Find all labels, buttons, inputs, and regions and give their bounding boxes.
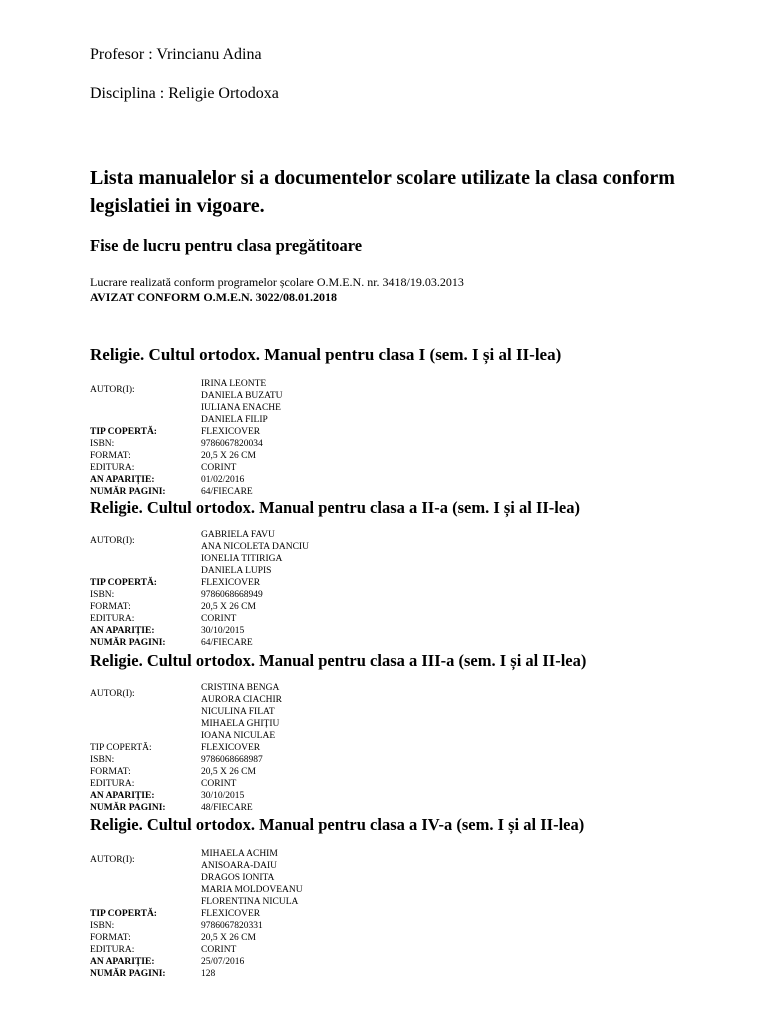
pages-label: NUMĂR PAGINI: (90, 803, 166, 813)
manual-title: Religie. Cultul ortodox. Manual pentru clasa a II-a (sem. I și al II-lea) (90, 498, 580, 517)
cover-value: FLEXICOVER (201, 743, 261, 753)
pages-label: NUMĂR PAGINI: (90, 969, 166, 979)
manual-entry (90, 344, 750, 498)
cover-row (90, 577, 750, 589)
pages-value: 48/FIECARE (201, 803, 253, 813)
discipline-line: Disciplina : Religie Ortodoxa (90, 85, 279, 102)
isbn-label: ISBN: (90, 921, 115, 931)
year-value: 25/07/2016 (201, 957, 245, 967)
manual-entry (90, 814, 750, 980)
manual-entry (90, 497, 750, 649)
section-subtitle: Fise de lucru pentru clasa pregătitoare (90, 236, 363, 255)
year-label: AN APARIȚIE: (90, 957, 155, 967)
authors-label: AUTOR(I): (90, 689, 135, 699)
cover-row (90, 742, 750, 754)
pages-value: 64/FIECARE (201, 638, 253, 648)
format-value: 20,5 X 26 CM (201, 602, 256, 612)
publisher-label: EDITURA: (90, 463, 135, 473)
isbn-row (90, 589, 750, 601)
cover-row (90, 426, 750, 438)
pages-value: 64/FIECARE (201, 487, 253, 497)
format-row (90, 766, 750, 778)
year-label: AN APARIȚIE: (90, 791, 155, 801)
isbn-label: ISBN: (90, 755, 115, 765)
publisher-value: CORINT (201, 945, 237, 955)
author-name: IONELIA TITIRIGA (201, 554, 283, 564)
isbn-value: 9786067820034 (201, 439, 263, 449)
format-value: 20,5 X 26 CM (201, 767, 256, 777)
author-name: DRAGOS IONITA (201, 873, 275, 883)
format-label: FORMAT: (90, 933, 131, 943)
author-name: DANIELA BUZATU (201, 391, 283, 401)
program-note: Lucrare realizată conform programelor școlare O.M.E.N. nr. 3418/19.03.2013 (90, 275, 464, 289)
format-value: 20,5 X 26 CM (201, 451, 256, 461)
author-name: MARIA MOLDOVEANU (201, 885, 303, 895)
pages-label: NUMĂR PAGINI: (90, 487, 166, 497)
cover-label: TIP COPERTĂ: (90, 427, 157, 437)
format-label: FORMAT: (90, 451, 131, 461)
cover-label: TIP COPERTĂ: (90, 743, 152, 753)
year-label: AN APARIȚIE: (90, 626, 155, 636)
isbn-value: 9786068668949 (201, 590, 263, 600)
authors-list (201, 682, 750, 742)
approval-note: AVIZAT CONFORM O.M.E.N. 3022/08.01.2018 (90, 290, 338, 304)
cover-row (90, 908, 750, 920)
author-name: AURORA CIACHIR (201, 695, 283, 705)
author-name: DANIELA FILIP (201, 415, 268, 425)
authors-list (201, 529, 750, 577)
isbn-label: ISBN: (90, 439, 115, 449)
format-label: FORMAT: (90, 767, 131, 777)
cover-value: FLEXICOVER (201, 427, 261, 437)
publisher-row (90, 462, 750, 474)
publisher-row (90, 944, 750, 956)
authors-list (201, 848, 750, 908)
authors-label: AUTOR(I): (90, 385, 135, 395)
author-name: ANA NICOLETA DANCIU (201, 542, 309, 552)
year-row (90, 625, 750, 637)
authors-block (90, 682, 750, 742)
manual-title: Religie. Cultul ortodox. Manual pentru clasa a III-a (sem. I și al II-lea) (90, 651, 587, 670)
author-name: MIHAELA ACHIM (201, 849, 278, 859)
pages-row (90, 802, 750, 814)
author-name: ANISOARA-DAIU (201, 861, 277, 871)
year-value: 30/10/2015 (201, 626, 245, 636)
year-value: 30/10/2015 (201, 791, 245, 801)
publisher-row (90, 613, 750, 625)
format-row (90, 450, 750, 462)
format-row (90, 932, 750, 944)
format-label: FORMAT: (90, 602, 131, 612)
manual-title: Religie. Cultul ortodox. Manual pentru clasa I (sem. I și al II-lea) (90, 345, 562, 364)
isbn-value: 9786067820331 (201, 921, 263, 931)
authors-block (90, 848, 750, 908)
authors-block (90, 378, 750, 426)
author-name: IOANA NICULAE (201, 731, 276, 741)
cover-value: FLEXICOVER (201, 909, 261, 919)
cover-value: FLEXICOVER (201, 578, 261, 588)
year-label: AN APARIȚIE: (90, 475, 155, 485)
author-name: FLORENTINA NICULA (201, 897, 299, 907)
publisher-value: CORINT (201, 614, 237, 624)
format-value: 20,5 X 26 CM (201, 933, 256, 943)
isbn-label: ISBN: (90, 590, 115, 600)
year-row (90, 474, 750, 486)
publisher-label: EDITURA: (90, 945, 135, 955)
author-name: DANIELA LUPIS (201, 566, 272, 576)
pages-row (90, 637, 750, 649)
authors-label: AUTOR(I): (90, 855, 135, 865)
publisher-value: CORINT (201, 463, 237, 473)
publisher-value: CORINT (201, 779, 237, 789)
isbn-value: 9786068668987 (201, 755, 263, 765)
author-name: IRINA LEONTE (201, 379, 267, 389)
authors-list (201, 378, 750, 426)
teacher-line: Profesor : Vrincianu Adina (90, 46, 262, 63)
author-name: NICULINA FILAT (201, 707, 275, 717)
isbn-row (90, 920, 750, 932)
pages-value: 128 (201, 969, 216, 979)
author-name: IULIANA ENACHE (201, 403, 281, 413)
cover-label: TIP COPERTĂ: (90, 909, 157, 919)
cover-label: TIP COPERTĂ: (90, 578, 157, 588)
pages-row (90, 968, 750, 980)
manual-entry (90, 650, 750, 814)
authors-label: AUTOR(I): (90, 536, 135, 546)
publisher-label: EDITURA: (90, 779, 135, 789)
isbn-row (90, 754, 750, 766)
format-row (90, 601, 750, 613)
year-value: 01/02/2016 (201, 475, 245, 485)
year-row (90, 956, 750, 968)
pages-label: NUMĂR PAGINI: (90, 638, 166, 648)
isbn-row (90, 438, 750, 450)
authors-block (90, 529, 750, 577)
year-row (90, 790, 750, 802)
publisher-row (90, 778, 750, 790)
document-title: Lista manualelor si a documentelor scolare utilizate la clasa conform legislatiei in vigoare. (90, 167, 675, 217)
publisher-label: EDITURA: (90, 614, 135, 624)
author-name: CRISTINA BENGA (201, 683, 280, 693)
manual-title: Religie. Cultul ortodox. Manual pentru clasa a IV-a (sem. I și al II-lea) (90, 815, 585, 834)
author-name: GABRIELA FAVU (201, 530, 275, 540)
author-name: MIHAELA GHIȚIU (201, 719, 280, 729)
